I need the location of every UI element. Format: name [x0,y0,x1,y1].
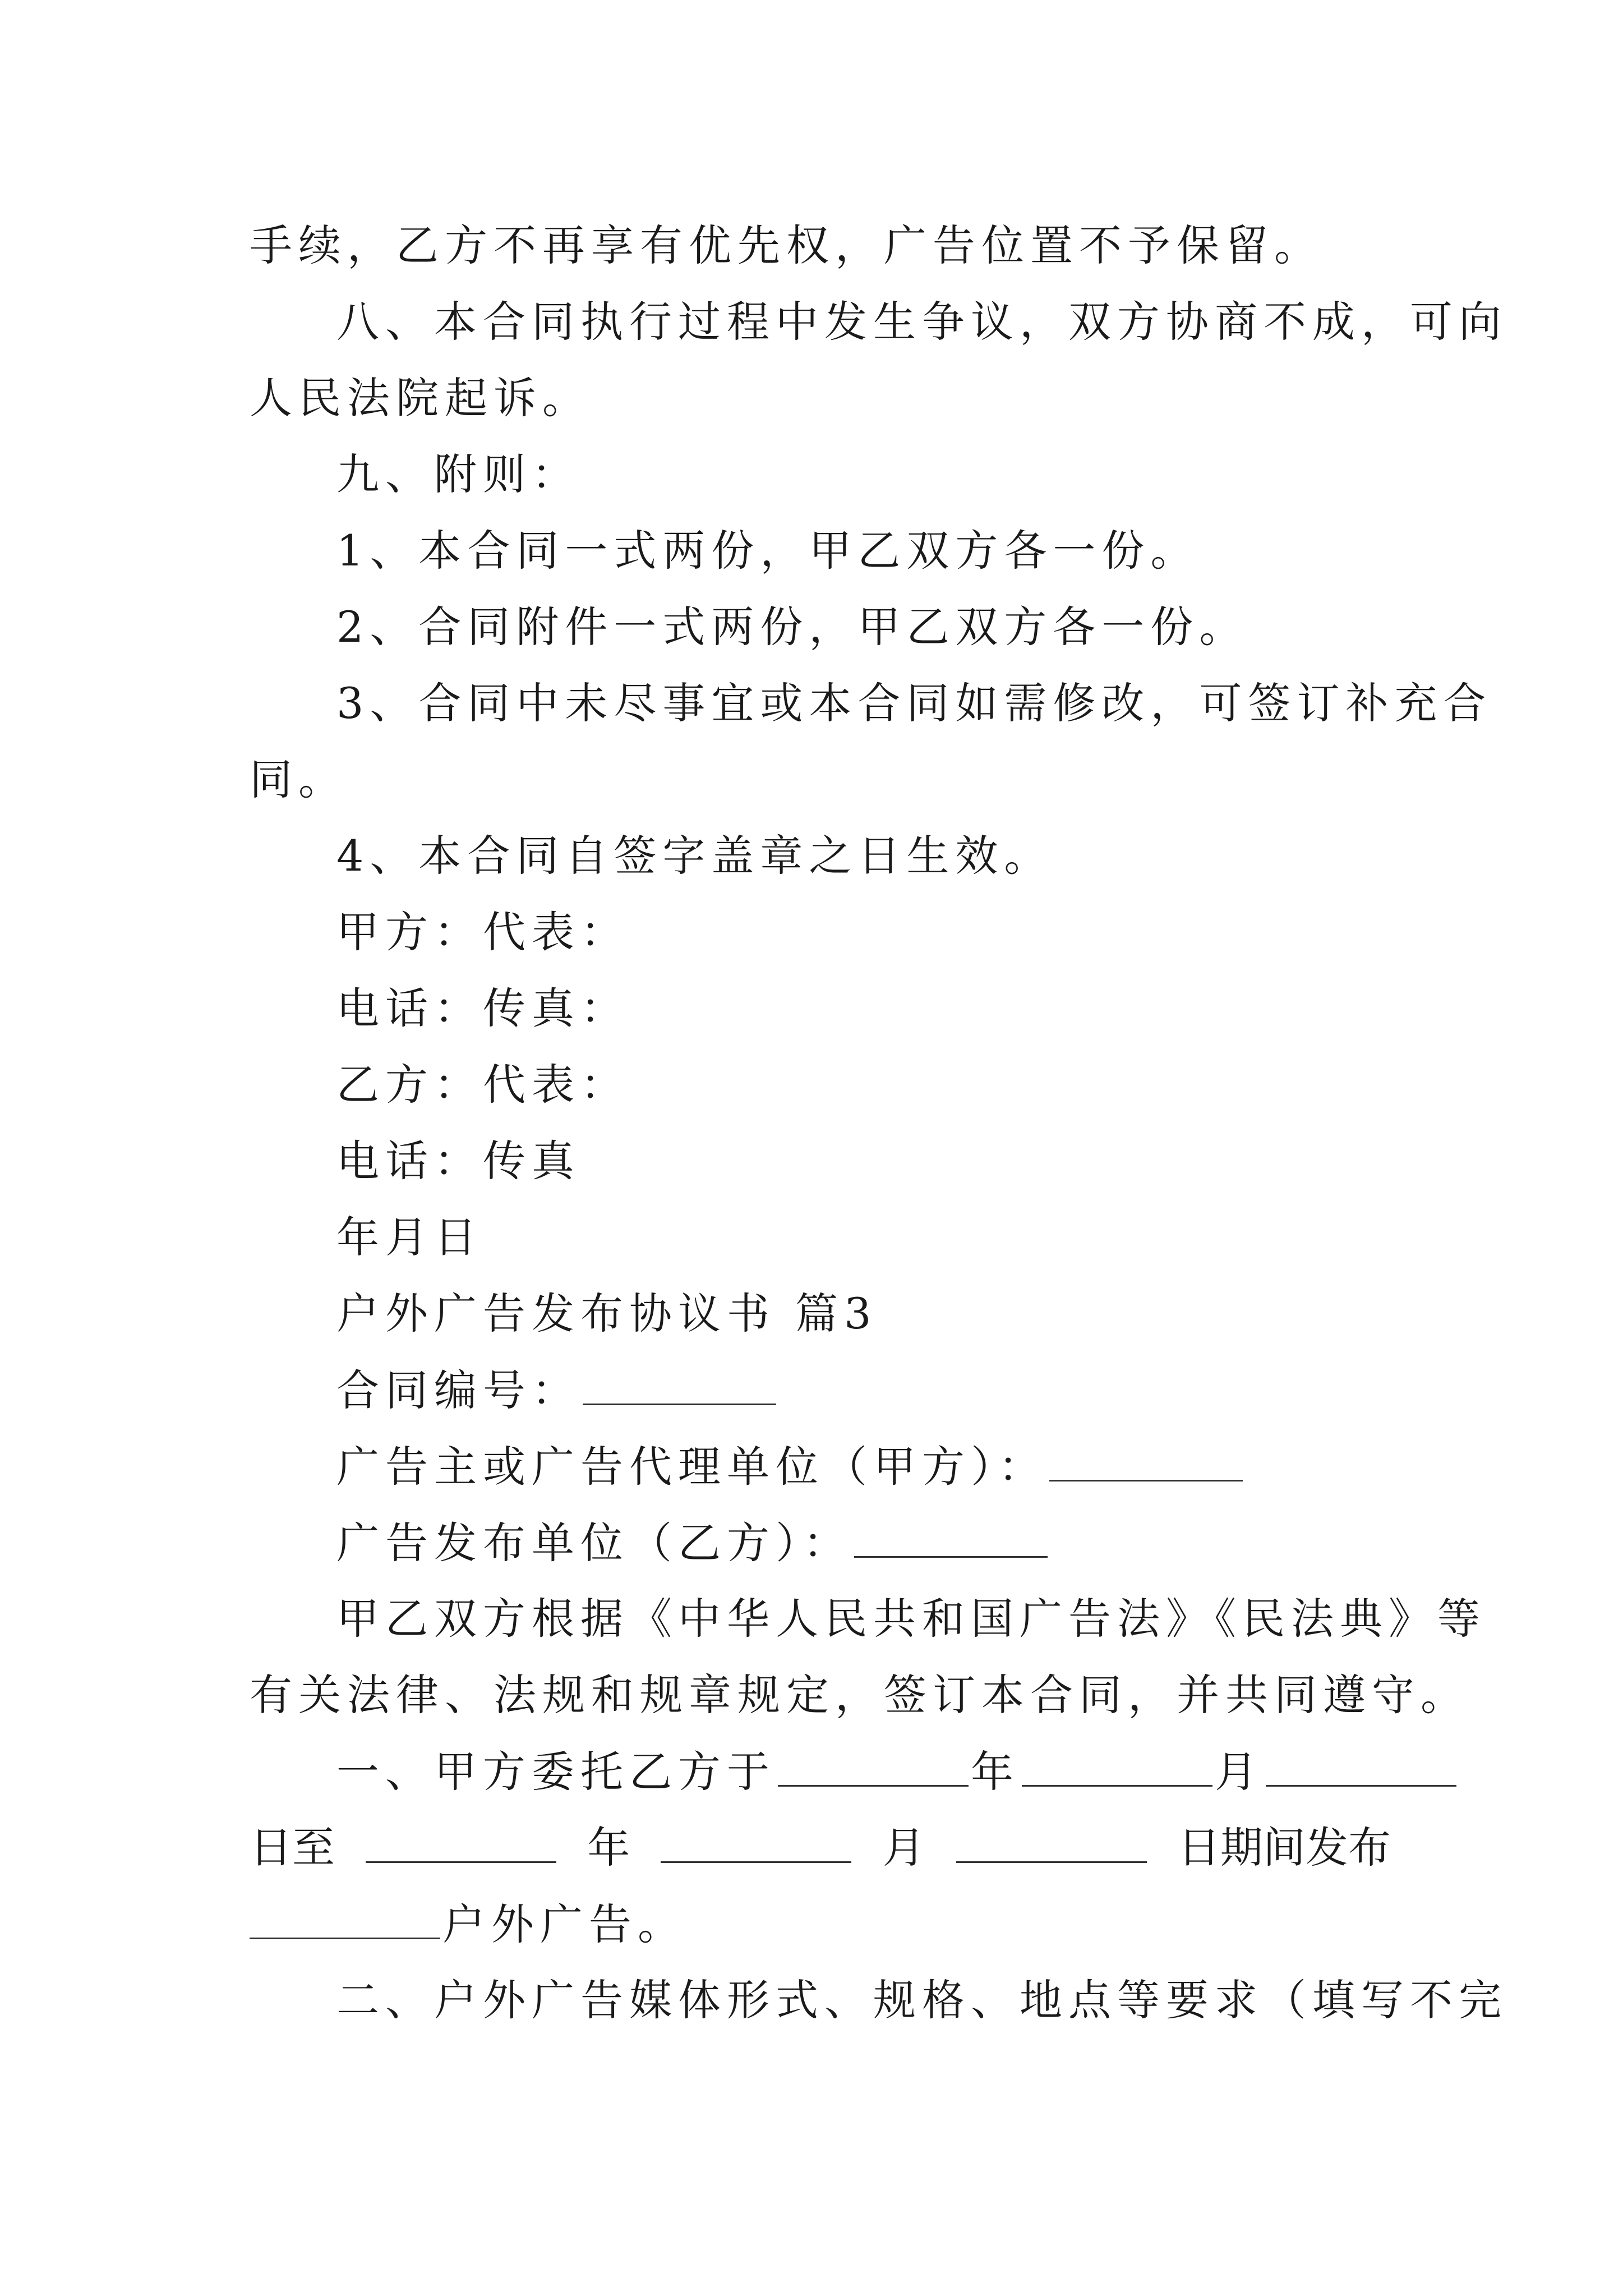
paragraph-line: 手续，乙方不再享有优先权，广告位置不予保留。 [250,220,1323,270]
end-month-blank [661,1826,851,1863]
day-blank [1266,1750,1456,1787]
party-b-line [336,1518,1050,1568]
party-a-label: 广告主或广告代理单位（甲方）： [336,1442,1047,1492]
contract-number-blank [583,1369,776,1405]
sub-clause-3: 3、合同中未尽事宜或本合同如需修改，可签订补充合 [336,678,1492,728]
clause-1-text-h: 户外广告。 [442,1899,686,1949]
sub-clause-3-continuation: 同。 [250,754,347,804]
clause-1-text-c: 月 [1215,1747,1264,1797]
party-b-signature-line: 乙方：代表： [336,1060,629,1110]
clause-1-line [336,1747,1459,1797]
clause-1-text-f: 月 [882,1823,925,1872]
month-blank [1022,1750,1212,1787]
party-b-phone-line: 电话：传真 [336,1136,580,1186]
sub-clause-4: 4、本合同自签字盖章之日生效。 [336,831,1053,881]
clause-1-text-b: 年 [971,1747,1020,1797]
sub-clause-1: 1、本合同一式两份，甲乙双方各一份。 [336,526,1200,576]
party-b-blank [854,1521,1048,1558]
sub-clause-2: 2、合同附件一式两份，甲乙双方各一份。 [336,602,1248,652]
end-year-blank [366,1826,556,1863]
party-a-blank [1049,1445,1243,1481]
clause-9-heading: 九、附则： [336,449,580,499]
clause-1-text-e: 年 [587,1823,630,1872]
clause-8-continuation: 人民法院起诉。 [250,373,591,423]
ad-content-blank [250,1903,440,1939]
party-a-line [336,1442,1245,1492]
preamble-line: 甲乙双方根据《中华人民共和国广告法》《民法典》等 [336,1594,1486,1644]
clause-8-line: 八、本合同执行过程中发生争议，双方协商不成，可向 [336,297,1507,347]
party-b-label: 广告发布单位（乙方）： [336,1518,852,1568]
end-day-blank [956,1826,1147,1863]
clause-1-text-g: 日期间发布 [1177,1823,1391,1872]
party-a-signature-line: 甲方：代表： [336,907,629,957]
section-title: 户外广告发布协议书 篇3 [336,1289,878,1338]
date-line: 年月日 [336,1212,483,1262]
contract-number-line [336,1365,778,1415]
clause-1-text-d: 日至 [250,1823,335,1872]
preamble-continuation: 有关法律、法规和规章规定，签订本合同，并共同遵守。 [250,1670,1469,1720]
year-blank [778,1750,969,1787]
contract-number-label: 合同编号： [336,1365,580,1415]
clause-1-continuation [250,1823,1391,1872]
clause-2-line: 二、户外广告媒体形式、规格、地点等要求（填写不完 [336,1975,1507,2025]
clause-1-text-a: 一、甲方委托乙方于 [336,1747,776,1797]
clause-1-final-line [250,1899,686,1949]
party-a-phone-line: 电话：传真： [336,983,629,1033]
